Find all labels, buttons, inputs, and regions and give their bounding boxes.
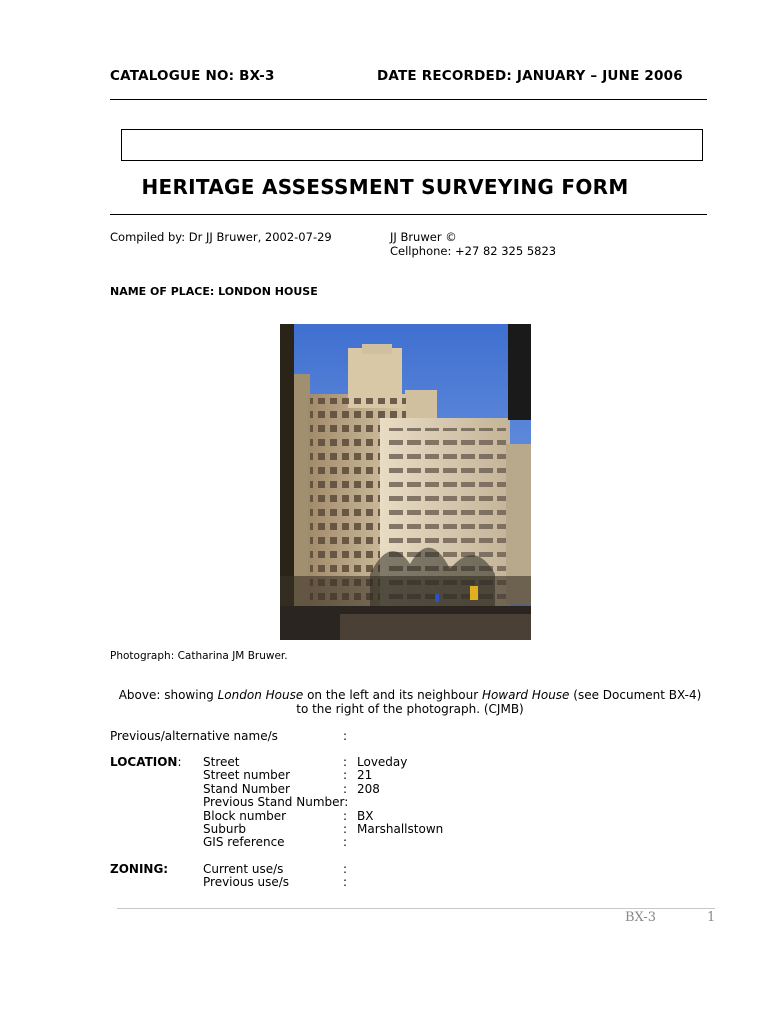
- footer-divider: [117, 908, 715, 909]
- location-row-label: Suburb: [203, 821, 246, 836]
- zoning-row-label: Previous use/s: [203, 875, 290, 890]
- title-divider: [110, 214, 707, 215]
- location-row: [203, 796, 603, 809]
- location-row-colon: :: [343, 821, 348, 836]
- photo-credit: Photograph: Catharina JM Bruwer.: [110, 650, 288, 662]
- compiled-by: Compiled by: Dr JJ Bruwer, 2002-07-29: [110, 230, 332, 244]
- building-photograph: [280, 324, 531, 640]
- location-row: [203, 783, 603, 796]
- zoning-table: [203, 863, 603, 890]
- zoning-row-colon: :: [343, 862, 348, 876]
- copyright-holder: JJ Bruwer ©: [390, 230, 457, 244]
- catalogue-number: CATALOGUE NO: BX-3: [110, 68, 275, 84]
- empty-box: [121, 129, 703, 161]
- cellphone: Cellphone: +27 82 325 5823: [390, 244, 557, 258]
- location-row-label: Street number: [203, 768, 291, 783]
- location-row-label: Street: [203, 755, 240, 769]
- zoning-heading: ZONING:: [110, 862, 169, 876]
- location-heading-text: LOCATION: [110, 755, 178, 769]
- location-row-label: Block number: [203, 808, 287, 823]
- zoning-row: [203, 876, 603, 889]
- location-row-colon: :: [343, 835, 348, 850]
- location-row: [203, 823, 603, 836]
- location-row-label: Previous Stand Number:: [203, 795, 349, 810]
- location-row-colon: :: [343, 768, 348, 783]
- location-heading: [110, 756, 182, 769]
- caption-text: on the left and its neighbour: [303, 688, 482, 702]
- caption-neighbour-name: Howard House: [481, 688, 570, 702]
- location-row-label: Stand Number: [203, 781, 290, 796]
- photo-caption: [110, 689, 710, 716]
- caption-line-2: to the right of the photograph. (CJMB): [296, 701, 524, 716]
- location-row-value: Marshallstown: [357, 821, 444, 836]
- location-row-colon: :: [343, 755, 348, 769]
- zoning-row-label: Current use/s: [203, 862, 284, 876]
- location-row-value: 21: [357, 768, 373, 783]
- previous-names-colon: :: [343, 729, 348, 743]
- caption-building-name: London House: [217, 688, 304, 702]
- previous-names-label: Previous/alternative name/s: [110, 729, 278, 743]
- form-title: HERITAGE ASSESSMENT SURVEYING FORM: [141, 175, 629, 199]
- location-row: [203, 769, 603, 782]
- page-number: 1: [707, 910, 716, 925]
- caption-line-1: [110, 689, 710, 703]
- location-row-value: BX: [357, 808, 374, 823]
- location-row-value: 208: [357, 781, 380, 796]
- caption-text: Above: showing: [118, 688, 218, 702]
- location-row-value: Loveday: [357, 755, 408, 769]
- date-recorded: DATE RECORDED: JANUARY – JUNE 2006: [377, 68, 683, 84]
- footer-doc-ref: BX-3: [625, 910, 657, 925]
- location-row: [203, 810, 603, 823]
- location-row-label: GIS reference: [203, 835, 285, 850]
- location-row-colon: :: [343, 808, 348, 823]
- location-row-colon: :: [343, 781, 348, 796]
- location-row: [203, 756, 603, 769]
- location-table: [203, 756, 603, 850]
- location-heading-colon: :: [177, 755, 182, 769]
- name-of-place: NAME OF PLACE: LONDON HOUSE: [110, 285, 318, 298]
- zoning-row: [203, 863, 603, 876]
- header-divider: [110, 99, 707, 100]
- caption-text: (see Document BX-4): [569, 688, 702, 702]
- location-row: [203, 836, 603, 849]
- zoning-row-colon: :: [343, 875, 348, 890]
